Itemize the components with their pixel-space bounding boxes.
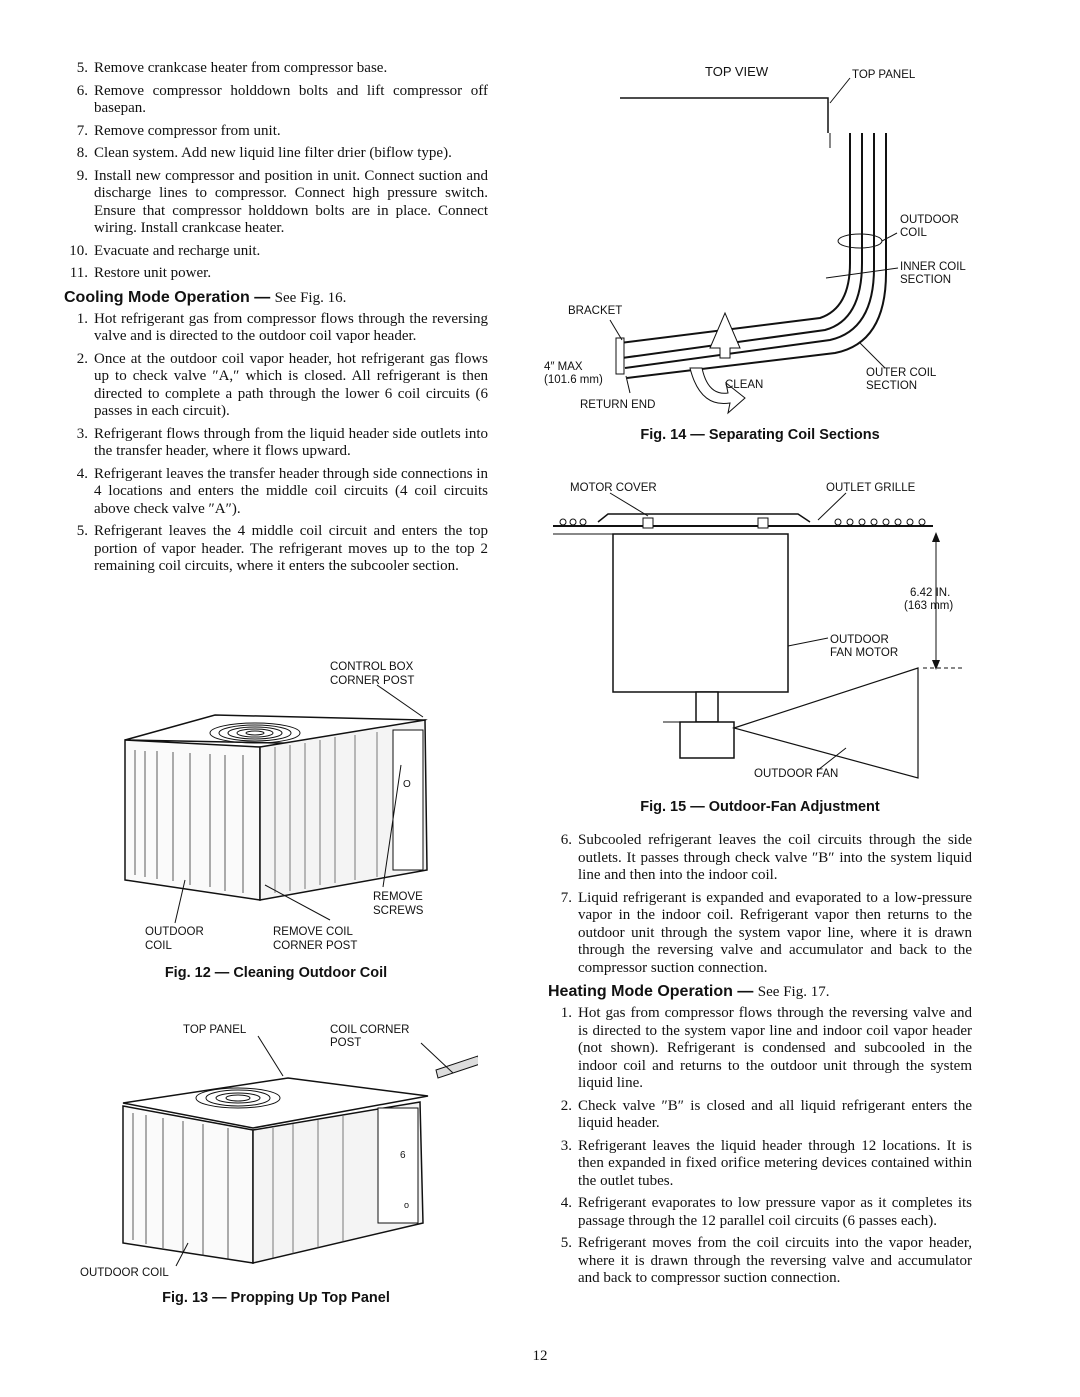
fig14-caption: Fig. 14 — Separating Coil Sections xyxy=(640,427,880,443)
figure-15-outdoor-fan-adjustment xyxy=(548,478,978,783)
list-item: 3. Refrigerant leaves the liquid header through 12 locations. It is then expanded in fixed orifice metering devices contained within the outlet tubes. xyxy=(560,1137,972,1189)
fig12-label: CORNER POST xyxy=(330,675,415,687)
fig14-label: OUTER COIL xyxy=(866,367,937,379)
fig13-label: OUTDOOR COIL xyxy=(80,1267,169,1279)
fig14-label: 4″ MAX xyxy=(544,361,583,373)
list-item: 4. Refrigerant evaporates to low pressure vapor as it completes its passage through the 12 parallel coil circuits (6 passes each). xyxy=(560,1195,972,1229)
list-item: 6. Subcooled refrigerant leaves the coil circuits through the side outlets. It passes through check valve ″B″ into the system liquid line and then into the indoor coil. xyxy=(560,832,972,883)
list-item: 6. Remove compressor holddown bolts and lift compressor off basepan. xyxy=(76,82,488,116)
list-item: 11. Restore unit power. xyxy=(69,265,212,281)
list-item: 5. Refrigerant moves from the coil circuits into the vapor header, where it is drawn through the reversing valve and accumulator and back to compressor suction connection. xyxy=(560,1235,972,1286)
fig14-label: RETURN END xyxy=(580,399,656,411)
right-column xyxy=(548,832,972,1293)
fig15-caption: Fig. 15 — Outdoor-Fan Adjustment xyxy=(640,799,880,815)
fig12-label: CONTROL BOX xyxy=(330,661,414,673)
fig12-caption: Fig. 12 — Cleaning Outdoor Coil xyxy=(164,965,388,981)
fig13-label: POST xyxy=(330,1037,362,1049)
fig13-caption: Fig. 13 — Propping Up Top Panel xyxy=(162,1290,390,1306)
fig15-label: MOTOR COVER xyxy=(570,482,657,494)
fig12-label: COIL xyxy=(145,940,172,952)
cooling-steps xyxy=(64,311,488,576)
list-item: 7. Remove compressor from unit. xyxy=(76,122,281,139)
list-item: 7. Liquid refrigerant is expanded and evaporated to a low-pressure vapor in the indoor coil. Refrigerant vapor then returns to the outdoor unit through the system vapor line, where it is drawn through the reversing valve and accumulator and back to the compressor suction connection. xyxy=(560,889,972,976)
svg-text:O: O xyxy=(403,779,411,790)
fig12-label: CORNER POST xyxy=(273,940,358,952)
figure-14-separating-coil-sections xyxy=(530,58,980,418)
fig14-label: SECTION xyxy=(900,274,952,286)
page-number: 12 xyxy=(532,1348,548,1364)
list-item: 3. Refrigerant flows through from the liquid header side outlets into the transfer header, where it flows upward. xyxy=(76,425,488,459)
fig13-label: COIL CORNER xyxy=(330,1024,410,1036)
list-item: 2. Once at the outdoor coil vapor header, hot refrigerant gas flows up to check valve ″A,″ which is closed. All refrigerant is then directed to complete a path through the lower 6 coil circuits (6 passes in each circuit). xyxy=(76,350,488,419)
list-item: 1. Hot gas from compressor flows through the reversing valve and is directed to the system vapor line and indoor coil vapor header (not shown). Refrigerant is condensed and subcooled in the indoor coil and returns to the outdoor unit through the system liquid line. xyxy=(560,1005,972,1091)
list-item: 4. Refrigerant leaves the transfer header through side connections in 4 locations and enters the middle coil circuits (4 coil circuits above check valve ″A″). xyxy=(76,465,489,517)
fig12-label: REMOVE xyxy=(373,891,423,903)
fig12-label: REMOVE COIL xyxy=(273,926,353,938)
fig14-label: BRACKET xyxy=(568,305,623,317)
svg-text:o: o xyxy=(404,1200,410,1210)
list-item: 5. Refrigerant leaves the 4 middle coil circuit and enters the top portion of vapor header. The refrigerant moves up to the top 2 remaining coil circuits, where it enters the subcooler section. xyxy=(76,523,488,574)
fig15-label: FAN MOTOR xyxy=(830,647,899,659)
list-item: 1. Hot refrigerant gas from compressor flows through the reversing valve and is directed to the outdoor coil vapor header. xyxy=(76,310,488,344)
list-item: 10. Evacuate and recharge unit. xyxy=(69,242,261,259)
fig12-label: OUTDOOR xyxy=(145,926,204,938)
figure-12-cleaning-outdoor-coil xyxy=(115,655,445,955)
fig15-drawing xyxy=(548,478,978,783)
fig14-label: (101.6 mm) xyxy=(544,374,603,386)
figure-13-propping-up-top-panel xyxy=(78,1018,478,1280)
fig14-label: TOP VIEW xyxy=(705,64,769,79)
fig15-label: OUTLET GRILLE xyxy=(826,482,916,494)
fig15-label: (163 mm) xyxy=(904,600,954,612)
svg-text:6: 6 xyxy=(400,1150,406,1161)
left-column xyxy=(64,60,488,581)
fig13-drawing xyxy=(78,1018,478,1280)
fig14-label: COIL xyxy=(900,227,927,239)
list-item: 5. Remove crankcase heater from compressor base. xyxy=(76,60,388,76)
fig12-drawing xyxy=(115,655,445,955)
list-item: 2. Check valve ″B″ is closed and all liquid refrigerant enters the liquid header. xyxy=(560,1097,972,1131)
fig15-label: OUTDOOR xyxy=(830,634,889,646)
fig15-label: 6.42 IN. xyxy=(910,587,951,599)
fig14-label: CLEAN xyxy=(725,379,764,391)
fig14-label: INNER COIL xyxy=(900,261,966,273)
fig15-label: OUTDOOR FAN xyxy=(754,768,839,780)
step-list-top xyxy=(64,60,488,283)
fig14-label: OUTDOOR xyxy=(900,214,959,226)
cooling-steps-continued xyxy=(548,832,972,977)
cooling-heading: Cooling Mode Operation — See Fig. 16. xyxy=(64,288,347,306)
heating-steps xyxy=(548,1005,972,1288)
fig14-label: TOP PANEL xyxy=(852,69,916,81)
fig14-drawing xyxy=(530,58,980,418)
heating-heading: Heating Mode Operation — See Fig. 17. xyxy=(548,983,830,1000)
fig14-label: SECTION xyxy=(866,380,918,392)
list-item: 9. Install new compressor and position in unit. Connect suction and discharge lines to compressor. Connect high pressure switch. Ensure that compressor holddown bolts are in place. Connect wiring. Install crankcase heater. xyxy=(76,167,488,236)
fig13-label: TOP PANEL xyxy=(183,1024,247,1036)
list-item: 8. Clean system. Add new liquid line filter drier (biflow type). xyxy=(76,145,452,161)
fig12-label: SCREWS xyxy=(373,905,424,917)
